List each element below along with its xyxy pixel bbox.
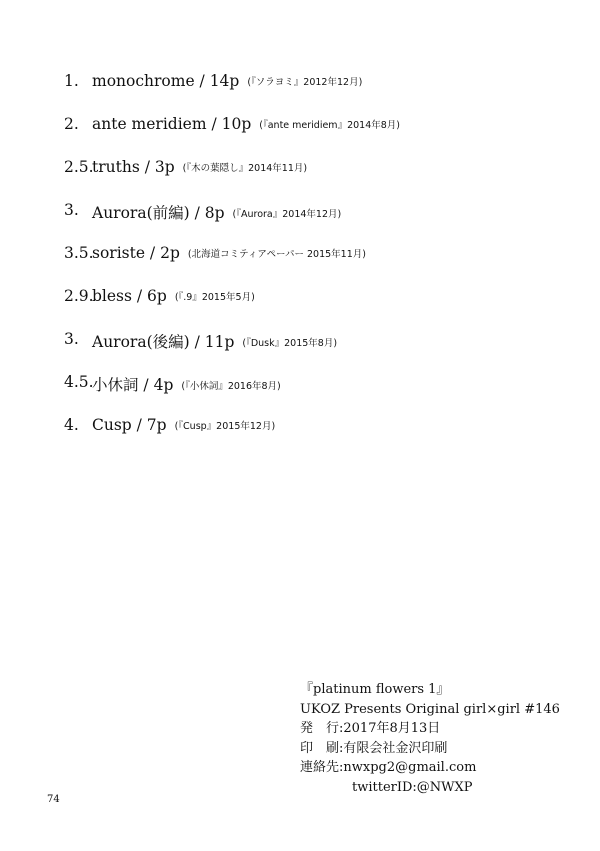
twitter-id: twitterID:@NWXP	[352, 779, 473, 795]
toc-number: 2.9.	[64, 287, 94, 305]
toc-source: (『小休詞』2016年8月)	[181, 381, 281, 392]
toc-number: 1.	[64, 72, 79, 90]
toc-source: (『Aurora』2014年12月)	[232, 209, 342, 220]
toc-title: 小休詞 / 4p	[92, 376, 174, 394]
toc-source: (『ソラヨミ』2012年12月)	[247, 77, 363, 88]
toc-entry	[92, 244, 366, 262]
toc-title: Aurora(前編) / 8p	[92, 204, 225, 222]
toc-number: 3.	[64, 201, 79, 219]
toc-number: 2.	[64, 115, 79, 133]
toc-entry	[92, 201, 341, 223]
publish-date: 発 行:2017年8月13日	[300, 721, 441, 736]
toc-title: Cusp / 7p	[92, 416, 167, 434]
toc-title: Aurora(後編) / 11p	[92, 333, 235, 351]
series-line: UKOZ Presents Original girl×girl #146	[300, 701, 560, 717]
toc-entry	[92, 158, 307, 176]
toc-number: 4.5.	[64, 373, 94, 391]
toc-source: (『.9』2015年5月)	[174, 292, 255, 303]
toc-title: monochrome / 14p	[92, 72, 240, 90]
toc-entry	[92, 287, 255, 305]
colophon	[300, 680, 590, 797]
book-title: 『platinum flowers 1』	[300, 682, 450, 697]
page-number: 74	[47, 794, 60, 805]
toc-number: 2.5.	[64, 158, 94, 176]
printer: 印 刷:有限会社金沢印刷	[300, 740, 448, 756]
toc-entry	[92, 115, 400, 133]
toc-number: 3.5.	[64, 244, 94, 262]
toc-title: truths / 3p	[92, 158, 175, 176]
toc-title: bless / 6p	[92, 287, 167, 305]
toc-number: 3.	[64, 330, 79, 348]
toc-title: ante meridiem / 10p	[92, 115, 252, 133]
toc-source: (『ante meridiem』2014年8月)	[259, 120, 400, 131]
toc-entry	[92, 416, 275, 434]
toc-entry	[92, 330, 337, 352]
toc-number: 4.	[64, 416, 79, 434]
toc-source: (『Dusk』2015年8月)	[242, 338, 338, 349]
toc-entry	[92, 72, 362, 90]
toc-entry	[92, 373, 281, 395]
toc-source: (『Cusp』2015年12月)	[174, 421, 276, 432]
toc-title: soriste / 2p	[92, 244, 180, 262]
contact-email: 連絡先:nwxpg2@gmail.com	[300, 760, 477, 775]
toc-source: (北海道コミティアペーパー 2015年11月)	[187, 249, 366, 260]
toc-source: (『木の葉隠し』2014年11月)	[182, 163, 308, 174]
